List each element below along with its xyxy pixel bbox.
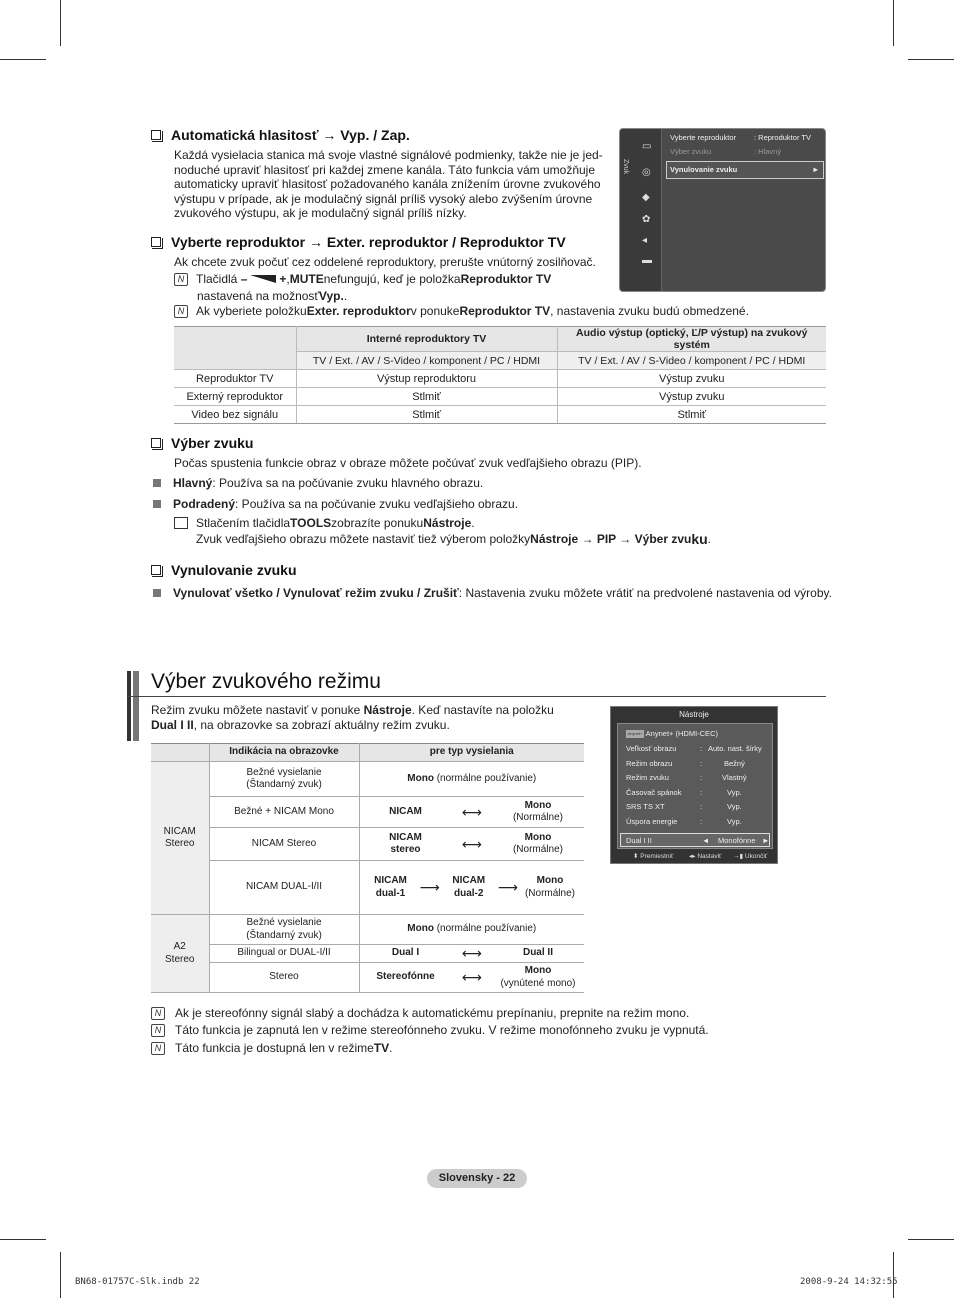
arrow-right-icon: ⟶: [497, 879, 518, 896]
table-row: Reproduktor TV Výstup reproduktoru Výstup zvuku: [174, 370, 826, 388]
sound-menu-screenshot: [619, 128, 826, 292]
table-row: A2 Stereo Bežné vysielanie (Štandarný zvuk) Mono (normálne používanie): [151, 915, 584, 945]
tools-item[interactable]: Režim obrazu: [626, 759, 673, 768]
tools-item[interactable]: Veľkosť obrazu: [626, 744, 677, 753]
note-icon: N: [151, 1042, 165, 1055]
title-bar-decoration: [133, 671, 139, 741]
table-header: Audio výstup (optický, Ľ/P výstup) na zvukový systém: [557, 327, 826, 352]
section-title-sound-reset: Vynulovanie zvuku: [151, 562, 297, 578]
input-icon: ◂: [642, 235, 648, 246]
table-header: Indikácia na obrazovke: [209, 744, 359, 762]
sound-icon: ◎: [642, 167, 651, 178]
anynet-logo: Anynet+: [627, 731, 643, 737]
tools-menu-panel: Anynet+ Anynet+ (HDMI-CEC) Veľkosť obrazu : Auto. nast. šírky Režim obrazu : Bežný Režim zvuku : Vlastný Časovač spánok : Vyp. SRS TS XT : Vyp. Úspora energie : Vyp. Dual I II ◄ Monofónne ►: [617, 723, 773, 849]
tools-item[interactable]: Úspora energie: [626, 817, 678, 826]
crop-mark: [908, 1239, 954, 1240]
page-number: Slovensky - 22: [427, 1169, 527, 1188]
note-icon: N: [174, 305, 188, 318]
note-stereo-only: N Táto funkcia je zapnutá len v režime stereofónneho zvuku. V režime monofónneho zvuku je vypnutá.: [151, 1023, 709, 1037]
section-title-sound-select: Výber zvuku: [151, 435, 253, 451]
setup-icon: ✿: [642, 214, 651, 225]
menu-item-sound-reset[interactable]: Vynulovanie zvuku ►: [670, 165, 820, 174]
note-icon: N: [151, 1024, 165, 1037]
tools-menu-screenshot: [610, 706, 778, 864]
table-row: Bežné + NICAM Mono NICAM ⟷ Mono (Normálne): [151, 797, 584, 828]
bullet-sub: Podradený : Používa sa na počúvanie zvuku vedľajšieho obrazu.: [153, 497, 518, 511]
menu-item-sound-select[interactable]: Výber zvuku : Hlavný: [670, 147, 782, 156]
speaker-note-1: N Tlačidlá – + , MUTE nefungujú, keď je položka Reproduktor TV: [174, 272, 551, 286]
note-stereo-weak: N Ak je stereofónny signál slabý a dochádza k automatickému prepínaniu, prepnite na režim mono.: [151, 1006, 689, 1020]
tools-tip-icon: [174, 517, 188, 529]
intro-text: Režim zvuku môžete nastaviť v ponuke Nástroje. Keď nastavíte na položku Dual I II, na obrazovke sa zobrazí aktuálny režim zvuku.: [151, 703, 554, 732]
sound-mode-table: [151, 743, 584, 993]
tools-tip: Stlačením tlačidla TOOLS zobrazíte ponuku Nástroje .: [174, 516, 475, 530]
tools-item-dual[interactable]: Dual I II: [626, 836, 652, 845]
crop-mark: [893, 1252, 894, 1298]
table-row: Externý reproduktor Stlmiť Výstup zvuku: [174, 388, 826, 406]
title-bar-decoration: [127, 671, 131, 741]
tools-item[interactable]: SRS TS XT: [626, 802, 665, 811]
print-file-info: BN68-01757C-Slk.indb 22: [75, 1277, 200, 1287]
checkbox-icon: [151, 438, 161, 448]
tools-item[interactable]: Režim zvuku: [626, 773, 669, 782]
menu-side-label: Zvuk: [622, 159, 629, 175]
updown-icon: ⬍: [633, 853, 641, 860]
sound-select-text: Počas spustenia funkcie obraz v obraze môžete počúvať zvuk vedľajšieho obrazu (PIP).: [174, 456, 642, 470]
bullet-icon: [153, 589, 161, 597]
bidirectional-arrow-icon: ⟷: [461, 969, 482, 986]
arrow-left-icon: ◄: [702, 836, 710, 845]
table-row: Bilingual or DUAL-I/II Dual I ⟷ Dual II: [151, 945, 584, 963]
arrow-right-icon: ►: [762, 836, 770, 845]
checkbox-icon: [151, 130, 161, 140]
menu-item-speaker[interactable]: Vyberte reproduktor : Reproduktor TV: [670, 133, 811, 142]
speaker-note-2: N Ak vyberiete položku Exter. reproduktor v ponuke Reproduktor TV , nastavenia zvuku budú obmedzené.: [174, 304, 749, 318]
checkbox-icon: [151, 565, 161, 575]
tools-item[interactable]: Časovač spánok: [626, 788, 682, 797]
speaker-output-table: [174, 326, 826, 424]
tools-item-anynet[interactable]: Anynet+ Anynet+ (HDMI-CEC): [627, 729, 718, 738]
footer-exit: →▮ Ukončiť: [733, 853, 768, 860]
checkbox-icon: [151, 237, 161, 247]
table-row: NICAM Stereo Bežné vysielanie (Štandarný zvuk) Mono (normálne používanie): [151, 762, 584, 797]
bidirectional-arrow-icon: ⟷: [461, 803, 482, 820]
note-icon: N: [174, 273, 188, 286]
tools-menu-title: Nástroje: [679, 710, 709, 719]
table-row: NICAM DUAL-I/II NICAM dual-1 ⟶ NICAM dual-2 ⟶ Mono (Normálne): [151, 861, 584, 915]
print-date-info: 2008-9-24 14:32:55: [800, 1277, 898, 1287]
crop-mark: [0, 59, 46, 60]
group-label: NICAM Stereo: [151, 762, 209, 915]
note-icon: N: [151, 1007, 165, 1020]
footer-adjust: ◂▸ Nastaviť: [689, 853, 722, 860]
title-divider: [127, 696, 826, 697]
channel-icon: ◆: [642, 192, 650, 203]
volume-bar-icon: [250, 275, 276, 283]
arrow-right-icon: ⟶: [419, 879, 440, 896]
group-label: A2 Stereo: [151, 915, 209, 993]
table-subheader: TV / Ext. / AV / S-Video / komponent / PC / HDMI: [296, 352, 557, 370]
bidirectional-arrow-icon: ⟷: [461, 835, 482, 852]
auto-volume-text: Každá vysielacia stanica má svoje vlastné signálové podmienky, takže nie je jed- noduché upraviť hlasitosť pri každej zmene kanála. Táto funkcia vám umožňuje automaticky upraviť hlasitosť požadovaného kanála znížením úrovne zvukového výstupu v prípade, ak je modulačný signál príliš vysoký alebo zvýšením úrovne zvukového výstupu, ak je modulačný signál príliš nízky.: [174, 148, 603, 220]
section-title-speaker: Vyberte reproduktor → Exter. reproduktor / Reproduktor TV: [151, 234, 566, 250]
support-icon: ▬: [642, 255, 652, 266]
bullet-icon: [153, 479, 161, 487]
tools-tip-cont: Zvuk vedľajšieho obrazu môžete nastaviť tiež výberom položky Nástroje → PIP → Výber zvu ku .: [196, 531, 712, 547]
menu-sidebar: [620, 129, 662, 291]
table-row: NICAM Stereo NICAM stereo ⟷ Mono (Normálne): [151, 828, 584, 861]
section-title-auto-volume: Automatická hlasitosť → Vyp. / Zap.: [151, 127, 410, 143]
arrow-right-icon: ►: [812, 165, 820, 174]
bullet-main: Hlavný : Používa sa na počúvanie zvuku hlavného obrazu.: [153, 476, 483, 490]
crop-mark: [893, 0, 894, 46]
exit-icon: →▮: [733, 853, 745, 860]
bidirectional-arrow-icon: ⟷: [461, 945, 482, 962]
speaker-text: Ak chcete zvuk počuť cez oddelené reproduktory, prerušte vnútorný zosilňovač.: [174, 255, 596, 269]
page-title: Výber zvukového režimu: [151, 670, 381, 693]
crop-mark: [0, 1239, 46, 1240]
bullet-icon: [153, 500, 161, 508]
crop-mark: [60, 1252, 61, 1298]
crop-mark: [60, 0, 61, 46]
speaker-note-1-cont: nastavená na možnosť Vyp. .: [197, 289, 348, 303]
table-row: Stereo Stereofónne ⟷ Mono (vynútené mono): [151, 963, 584, 993]
picture-icon: ▭: [642, 141, 652, 152]
crop-mark: [908, 59, 954, 60]
table-header: Interné reproduktory TV: [296, 327, 557, 352]
footer-move: ⬍ Premiestniť: [633, 853, 674, 860]
table-subheader: TV / Ext. / AV / S-Video / komponent / PC / HDMI: [557, 352, 826, 370]
leftright-icon: ◂▸: [689, 853, 698, 860]
bullet-reset: Vynulovať všetko / Vynulovať režim zvuku / Zrušiť : Nastavenia zvuku môžete vrátiť na predvolené nastavenia od výroby.: [153, 586, 832, 600]
note-tv-only: N Táto funkcia je dostupná len v režime TV .: [151, 1041, 392, 1055]
table-header: pre typ vysielania: [359, 744, 584, 762]
table-row: Video bez signálu Stlmiť Stlmiť: [174, 406, 826, 424]
